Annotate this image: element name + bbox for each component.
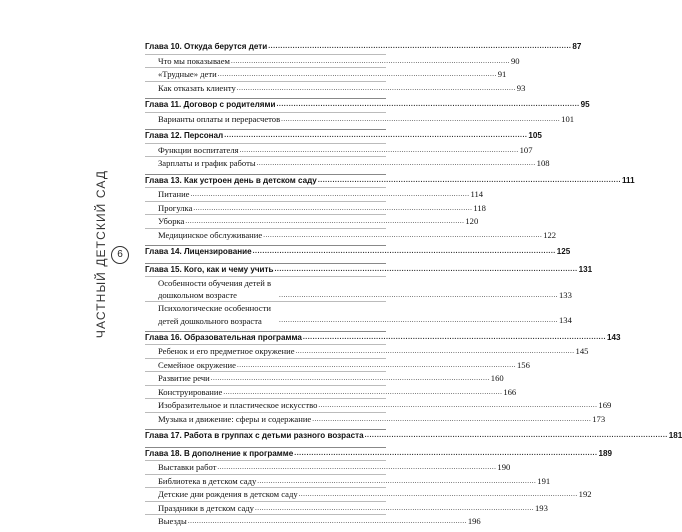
dot-leader (188, 515, 467, 528)
chapter-title: Глава 14. Лицензирование (145, 247, 252, 256)
toc-subitem (145, 214, 479, 228)
subitem-title: Варианты оплаты и перерасчетов (158, 113, 281, 124)
dot-leader (365, 430, 668, 443)
toc-chapter (145, 129, 550, 170)
toc-chapter (145, 447, 612, 528)
dot-leader (253, 246, 556, 259)
toc-subitem (145, 156, 550, 170)
dot-leader (218, 68, 497, 81)
dot-leader (191, 188, 470, 201)
subitem-page: 156 (516, 359, 530, 370)
dot-leader (296, 345, 575, 358)
toc-subitem (145, 514, 481, 528)
subitem-title: Изобразительное и пластическое искусство (158, 400, 318, 411)
toc-subitem (145, 143, 533, 157)
chapter-heading (145, 98, 590, 112)
subitem-page: 118 (473, 202, 486, 213)
subitem-page: 133 (559, 289, 572, 300)
subitem-page: 193 (534, 502, 548, 513)
subitem-title: Праздники в детском саду (158, 502, 254, 513)
subitem-title: Психологические особенности детей дошкольного возраста (158, 303, 271, 326)
subitem-page: 122 (543, 229, 557, 240)
subitem-title: Ребенок и его предметное окружение (158, 346, 295, 357)
chapter-heading (145, 129, 542, 143)
toc-subitem (145, 398, 612, 412)
subitem-page: 120 (465, 216, 479, 226)
subitem-page: 108 (536, 158, 550, 168)
subitem-page: 93 (516, 82, 526, 93)
subitem-title: «Трудные» дети (158, 69, 217, 79)
dot-leader (303, 332, 606, 345)
chapter-heading (145, 447, 612, 461)
chapter-title: Глава 12. Персонал (145, 131, 224, 140)
subitem-page: 91 (497, 69, 507, 79)
dot-leader (237, 82, 516, 95)
dot-leader (263, 229, 542, 242)
subitem-title: Библиотека в детском саду (158, 475, 257, 486)
toc-subitem (145, 412, 606, 426)
toc-subitem (145, 358, 530, 372)
toc-subitem (145, 385, 517, 399)
toc-subitem (145, 228, 557, 242)
toc-subitem (145, 54, 520, 68)
chapter-title: Глава 11. Договор с родителями (145, 100, 276, 109)
subitem-title: Особенности обучения детей в дошкольном возрасте (158, 278, 272, 301)
subitem-page: 90 (510, 55, 520, 66)
toc-subitem (145, 344, 589, 358)
subitem-title: Музыка и движение: сферы и содержание (158, 413, 312, 424)
subitem-page: 114 (470, 189, 484, 199)
toc-subitem (145, 301, 572, 326)
page-number: 6 (111, 246, 129, 264)
subitem-page: 145 (575, 346, 589, 357)
chapter-page: 131 (578, 264, 593, 274)
dot-leader (257, 157, 536, 170)
subitem-title: Семейное окружение (158, 359, 236, 370)
toc-subitem (145, 112, 575, 126)
toc-chapter (145, 98, 590, 125)
subitem-title: Выставки работ (158, 462, 217, 473)
subitem-title: Уборка (158, 216, 185, 226)
dot-leader (318, 175, 621, 188)
subitem-page: 192 (578, 489, 592, 500)
chapter-page: 111 (621, 175, 635, 185)
chapter-title: Глава 16. Образовательная программа (145, 332, 302, 342)
toc-subitem (145, 276, 572, 301)
dot-leader (255, 502, 534, 515)
subitem-page: 160 (490, 373, 504, 384)
dot-leader (237, 359, 516, 372)
chapter-title: Глава 13. Как устроен день в детском саду (145, 175, 317, 185)
subitem-title: Питание (158, 189, 190, 199)
subitem-title: Детские дни рождения в детском саду (158, 489, 298, 500)
toc-chapter (145, 245, 571, 259)
subitem-page: 101 (561, 113, 575, 124)
toc-subitem (145, 487, 592, 501)
dot-leader (223, 386, 502, 399)
subitem-page: 190 (497, 462, 511, 473)
subitem-title: Что мы показываем (158, 55, 230, 66)
chapter-title: Глава 15. Кого, как и чему учить (145, 264, 274, 274)
subitem-title: Как отказать клиенту (158, 82, 236, 93)
chapter-heading (145, 331, 621, 345)
chapter-title: Глава 17. Работа в группах с детьми разного возраста (145, 431, 364, 441)
subitem-page: 166 (503, 386, 517, 397)
toc-chapter (145, 174, 635, 242)
chapter-heading (145, 174, 635, 188)
toc-subitem (145, 81, 526, 95)
dot-leader (276, 99, 579, 112)
dot-leader (268, 41, 571, 54)
running-head: ЧАСТНЫЙ ДЕТСКИЙ САД (94, 169, 108, 339)
toc-chapter (145, 263, 593, 327)
chapter-page: 189 (598, 448, 612, 458)
chapter-page: 143 (607, 332, 621, 342)
chapter-page: 95 (580, 100, 590, 109)
subitem-title: Конструирование (158, 386, 223, 397)
toc-subitem (145, 201, 486, 215)
chapter-heading (145, 41, 582, 54)
chapter-title: Глава 18. В дополнение к программе (145, 448, 294, 458)
dot-leader (279, 289, 558, 302)
dot-leader (257, 475, 536, 488)
toc-subitem (145, 460, 511, 474)
toc-subitem (145, 474, 551, 488)
subitem-page: 196 (467, 516, 481, 527)
dot-leader (299, 488, 578, 501)
dot-leader (318, 399, 597, 412)
toc-chapter (145, 331, 621, 426)
dot-leader (312, 413, 591, 426)
dot-leader (294, 448, 597, 461)
dot-leader (193, 202, 472, 215)
toc-chapter (145, 429, 682, 443)
subitem-page: 134 (559, 315, 572, 326)
chapter-heading (145, 429, 682, 443)
dot-leader (211, 372, 490, 385)
chapter-heading (145, 245, 571, 259)
toc-subitem (145, 501, 548, 515)
dot-leader (279, 314, 558, 327)
toc-chapter (145, 41, 582, 94)
subitem-page: 107 (519, 144, 533, 155)
subitem-page: 191 (537, 475, 551, 486)
toc-subitem (145, 67, 507, 81)
subitem-page: 173 (592, 413, 606, 424)
toc-subitem (145, 187, 484, 201)
dot-leader (231, 55, 510, 68)
table-of-contents (145, 41, 682, 532)
chapter-page: 87 (572, 42, 582, 51)
dot-leader (281, 113, 560, 126)
chapter-page: 181 (668, 431, 682, 441)
toc-subitem (145, 371, 504, 385)
dot-leader (224, 130, 527, 143)
subitem-title: Зарплаты и график работы (158, 158, 256, 168)
chapter-page: 105 (528, 131, 542, 140)
subitem-title: Развитие речи (158, 373, 210, 384)
dot-leader (217, 461, 496, 474)
subitem-title: Прогулка (158, 202, 193, 213)
chapter-page: 125 (556, 247, 571, 256)
dot-leader (185, 215, 464, 228)
dot-leader (240, 144, 519, 157)
chapter-title: Глава 10. Откуда берутся дети (145, 42, 268, 51)
subitem-page: 169 (598, 400, 612, 411)
dot-leader (274, 264, 577, 277)
subitem-title: Функции воспитателя (158, 144, 239, 155)
chapter-heading (145, 263, 593, 277)
subitem-title: Медицинское обслуживание (158, 229, 263, 240)
subitem-title: Выезды (158, 516, 187, 527)
